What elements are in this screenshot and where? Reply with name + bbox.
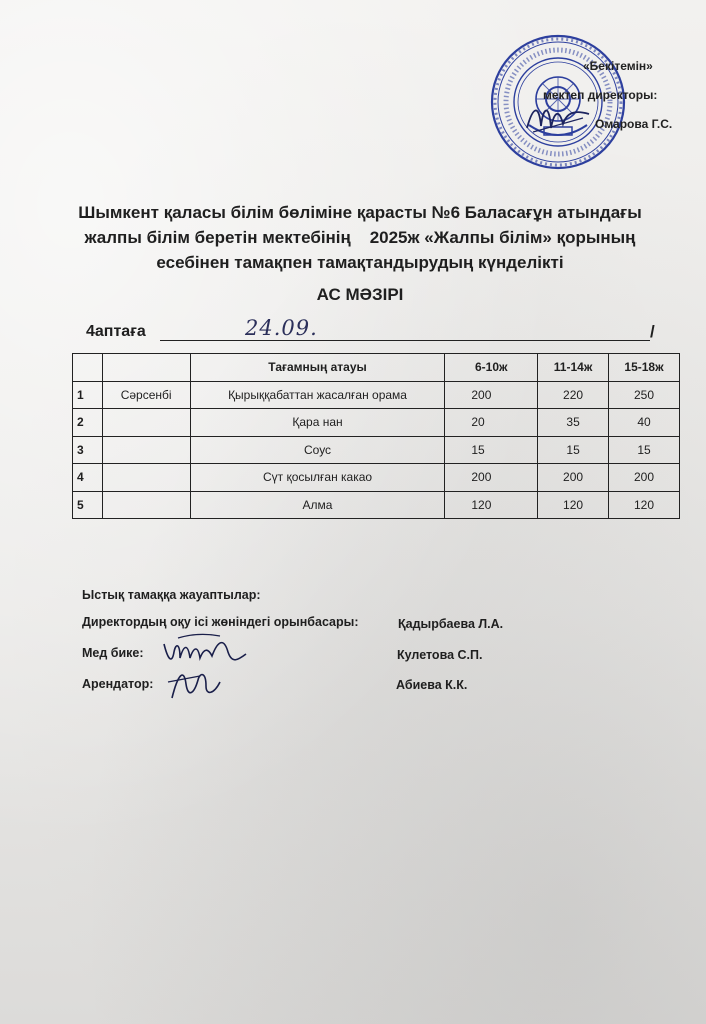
row-num: 3 [73,436,103,464]
row-num: 5 [73,491,103,519]
row-value-6-10: 200 [445,464,538,492]
row-day [102,464,190,492]
row-day [102,436,190,464]
table-row [73,436,680,464]
menu-heading: АС МӘЗІРІ [316,285,404,304]
director-signature-icon [523,98,593,138]
row-value-15-18: 200 [609,464,680,492]
header-age-15-18: 15-18ж [609,354,680,382]
row-num: 1 [73,381,103,409]
title-line-2: жалпы білім беретін мектебінің 2025ж «Жалпы білім» қорының [84,228,636,247]
row-value-6-10: 120 [445,491,538,519]
approval-name: Омарова Г.С. [595,117,673,131]
title-line-3: есебінен тамақпен тамақтандырудың күнделікті [156,253,564,272]
header-dish: Тағамның атауы [190,354,445,382]
responsible-name-nurse: Кулетова С.П. [397,648,483,662]
week-date-handwritten: 24.09. [245,316,318,340]
table-row [73,491,680,519]
row-dish: Алма [190,491,445,519]
responsible-name-deputy: Қадырбаева Л.А. [398,617,504,631]
row-value-11-14: 15 [538,436,609,464]
responsible-name-tenant: Абиева К.К. [396,678,468,692]
row-day: Сәрсенбі [102,381,190,409]
row-value-15-18: 120 [609,491,680,519]
document-title [60,200,660,275]
row-value-15-18: 15 [609,436,680,464]
row-value-11-14: 120 [538,491,609,519]
row-value-6-10: 200 [445,381,538,409]
header-age-11-14: 11-14ж [538,354,609,382]
row-dish: Сүт қосылған какао [190,464,445,492]
responsible-heading: Ыстық тамаққа жауаптылар: [82,588,261,602]
menu-table [72,353,680,519]
row-day [102,409,190,437]
row-dish: Қырыққабаттан жасалған орама [190,381,445,409]
week-label: 4аптаға [86,323,146,340]
row-value-15-18: 250 [609,381,680,409]
row-value-15-18: 40 [609,409,680,437]
table-header-row [73,354,680,382]
responsible-role-deputy: Директордың оқу ісі жөніндегі орынбасары: [82,615,359,629]
row-dish: Қара нан [190,409,445,437]
row-num: 2 [73,409,103,437]
table-row [73,381,680,409]
row-value-11-14: 220 [538,381,609,409]
header-day [102,354,190,382]
row-dish: Соус [190,436,445,464]
responsible-role-nurse: Мед бике: [82,646,144,660]
table-row [73,409,680,437]
week-underline [160,340,650,341]
row-value-11-14: 200 [538,464,609,492]
approval-position: мектеп директоры: [543,88,658,102]
title-line-1: Шымкент қаласы білім бөліміне қарасты №6 Баласағұн атындағы [78,203,642,222]
row-day [102,491,190,519]
header-num [73,354,103,382]
approval-heading: «Бекітемін» [583,59,653,73]
responsible-role-tenant: Арендатор: [82,677,154,691]
table-row [73,464,680,492]
row-value-11-14: 35 [538,409,609,437]
row-value-6-10: 20 [445,409,538,437]
row-value-6-10: 15 [445,436,538,464]
header-age-6-10: 6-10ж [445,354,538,382]
week-line-end: / [650,322,655,341]
row-num: 4 [73,464,103,492]
tenant-signature-icon [164,664,224,704]
